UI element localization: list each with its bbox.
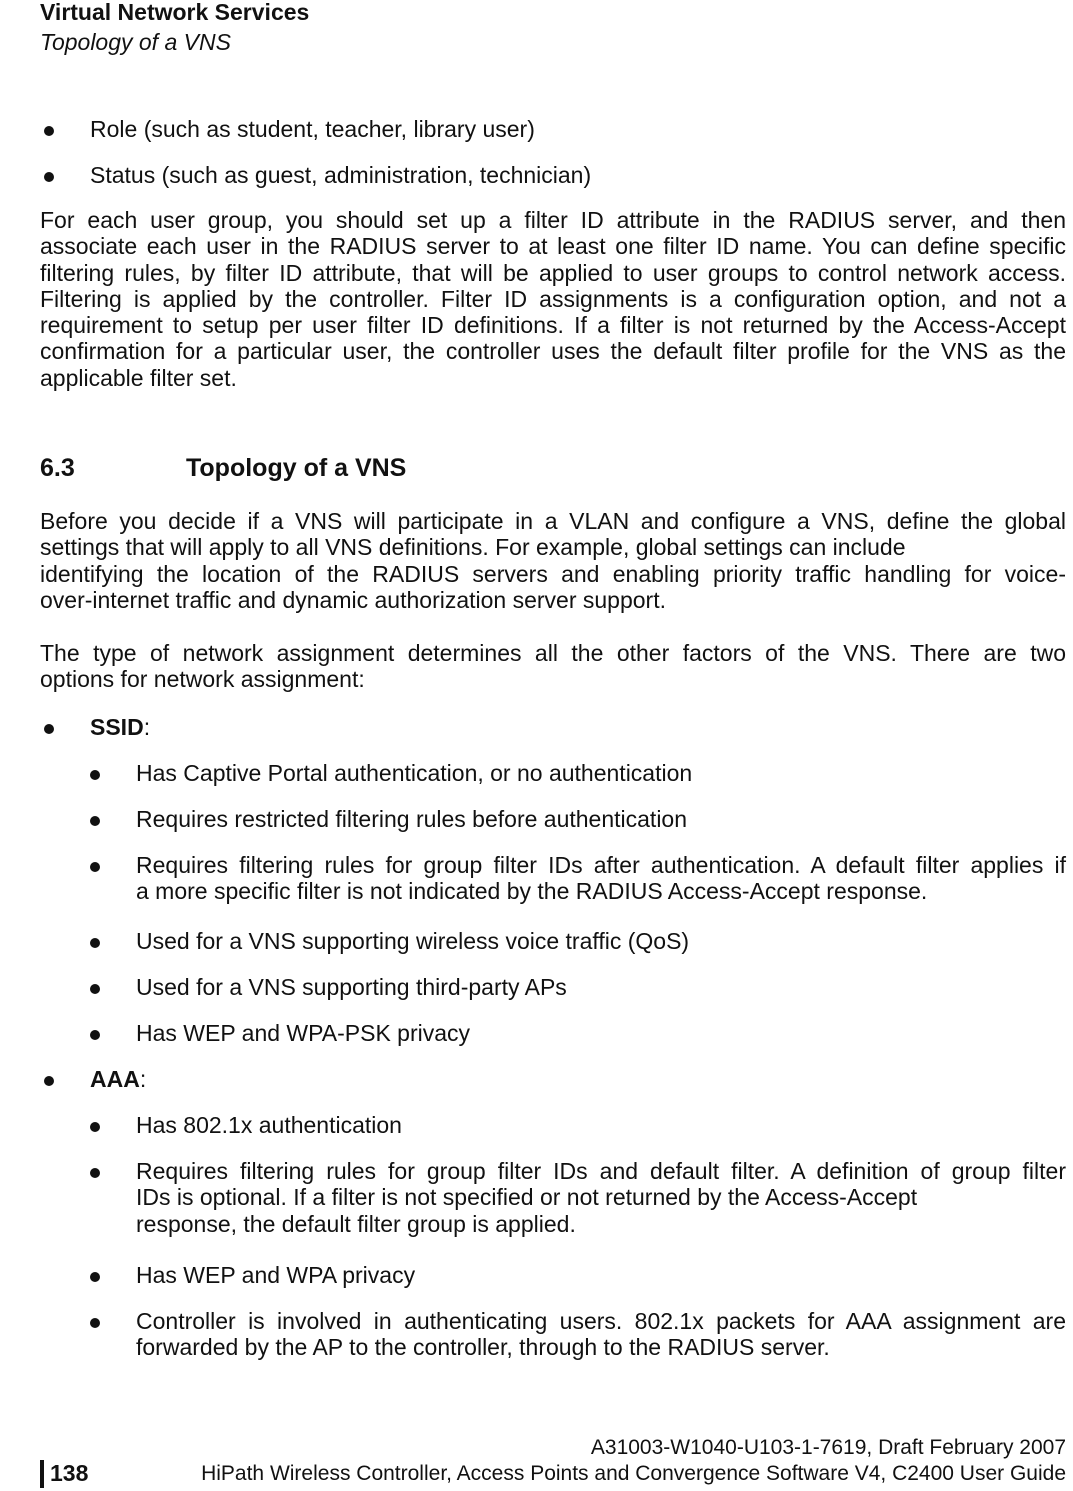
paragraph-line: applicable filter set. bbox=[40, 364, 237, 391]
bullet-icon bbox=[90, 1318, 100, 1328]
ssid-colon: : bbox=[143, 714, 151, 740]
list-item-line: IDs is optional. If a filter is not specified or not returned by the Access-Accept bbox=[136, 1184, 918, 1211]
bullet-icon bbox=[44, 172, 54, 182]
paragraph-global-settings bbox=[40, 508, 1066, 613]
ssid-item-group-filter bbox=[136, 852, 1066, 905]
bullet-icon bbox=[44, 126, 54, 136]
bullet-icon bbox=[90, 816, 100, 826]
bullet-icon bbox=[44, 1076, 54, 1086]
bullet-icon bbox=[44, 724, 54, 734]
paragraph-line: settings that will apply to all VNS definitions. For example, global settings can include bbox=[40, 534, 906, 561]
ssid-item-captive-portal: Has Captive Portal authentication, or no authentication bbox=[136, 760, 693, 786]
aaa-heading bbox=[90, 1066, 146, 1093]
bullet-icon bbox=[90, 862, 100, 872]
list-item-line: a more specific filter is not indicated by the RADIUS Access-Accept response. bbox=[136, 878, 928, 905]
list-item-line: response, the default filter group is applied. bbox=[136, 1210, 576, 1237]
list-item-line: forwarded by the AP to the controller, through to the RADIUS server. bbox=[136, 1334, 830, 1361]
running-header-title: Virtual Network Services bbox=[40, 0, 310, 25]
list-item-line: Controller is involved in authenticating users. 802.1x packets for AAA assignment are bbox=[136, 1308, 1066, 1334]
bullet-icon bbox=[90, 984, 100, 994]
ssid-item-third-party: Used for a VNS supporting third-party APs bbox=[136, 974, 567, 1000]
paragraph-line: options for network assignment: bbox=[40, 666, 365, 693]
paragraph-line: associate each user in the RADIUS server to at least one filter ID name. You can define specific bbox=[40, 233, 1066, 260]
paragraph-line: For each user group, you should set up a filter ID attribute in the RADIUS server, and then bbox=[40, 207, 1066, 233]
intro-bullet-status: Status (such as guest, administration, technician) bbox=[90, 162, 592, 188]
bullet-icon bbox=[90, 1122, 100, 1132]
paragraph-line: identifying the location of the RADIUS servers and enabling priority traffic handling for voice- bbox=[40, 560, 1066, 587]
paragraph-line: filtering rules, by filter ID attribute, that will be applied to user groups to control network access. bbox=[40, 259, 1066, 286]
paragraph-line: The type of network assignment determines all the other factors of the VNS. There are two bbox=[40, 640, 1066, 666]
footer-doc-id: A31003-W1040-U103-1-7619, Draft February 2007 bbox=[590, 1436, 1066, 1459]
intro-bullet-role: Role (such as student, teacher, library user) bbox=[90, 116, 535, 142]
bullet-icon bbox=[90, 1168, 100, 1178]
ssid-label: SSID bbox=[90, 714, 144, 740]
bullet-icon bbox=[90, 770, 100, 780]
ssid-item-restricted-filtering: Requires restricted filtering rules before authentication bbox=[136, 806, 688, 832]
running-header-subtitle: Topology of a VNS bbox=[40, 29, 231, 55]
aaa-item-wpa: Has WEP and WPA privacy bbox=[136, 1262, 416, 1288]
list-item-line: Requires filtering rules for group filter IDs after authentication. A default filter applies if bbox=[136, 852, 1066, 878]
section-number: 6.3 bbox=[40, 454, 75, 482]
aaa-item-controller bbox=[136, 1308, 1066, 1361]
paragraph-line: requirement to setup per user filter ID definitions. If a filter is not returned by the Access-Accept bbox=[40, 312, 1066, 339]
ssid-item-voice: Used for a VNS supporting wireless voice traffic (QoS) bbox=[136, 928, 690, 954]
aaa-colon: : bbox=[139, 1066, 147, 1092]
section-title: Topology of a VNS bbox=[186, 454, 407, 482]
paragraph-filter-id bbox=[40, 207, 1066, 391]
paragraph-line: Filtering is applied by the controller. Filter ID assignments is a configuration option, and not a bbox=[40, 285, 1066, 312]
bullet-icon bbox=[90, 938, 100, 948]
paragraph-line: Before you decide if a VNS will participate in a VLAN and configure a VNS, define the global bbox=[40, 508, 1066, 534]
page-number: 138 bbox=[50, 1460, 89, 1486]
paragraph-line: over-internet traffic and dynamic authorization server support. bbox=[40, 586, 666, 613]
ssid-heading bbox=[90, 714, 150, 741]
aaa-item-group-filter bbox=[136, 1158, 1066, 1237]
ssid-item-wep-psk: Has WEP and WPA-PSK privacy bbox=[136, 1020, 471, 1046]
bullet-icon bbox=[90, 1030, 100, 1040]
list-item-line: Requires filtering rules for group filter IDs and default filter. A definition of group filter bbox=[136, 1158, 1066, 1184]
footer-marker bbox=[40, 1460, 44, 1488]
aaa-item-8021x: Has 802.1x authentication bbox=[136, 1112, 402, 1138]
footer-doc-title: HiPath Wireless Controller, Access Points and Convergence Software V4, C2400 User Guide bbox=[201, 1462, 1066, 1485]
paragraph-network-assignment bbox=[40, 640, 1066, 693]
aaa-label: AAA bbox=[90, 1066, 140, 1092]
bullet-icon bbox=[90, 1272, 100, 1282]
paragraph-line: confirmation for a particular user, the controller uses the default filter profile for the VNS as the bbox=[40, 338, 1066, 365]
